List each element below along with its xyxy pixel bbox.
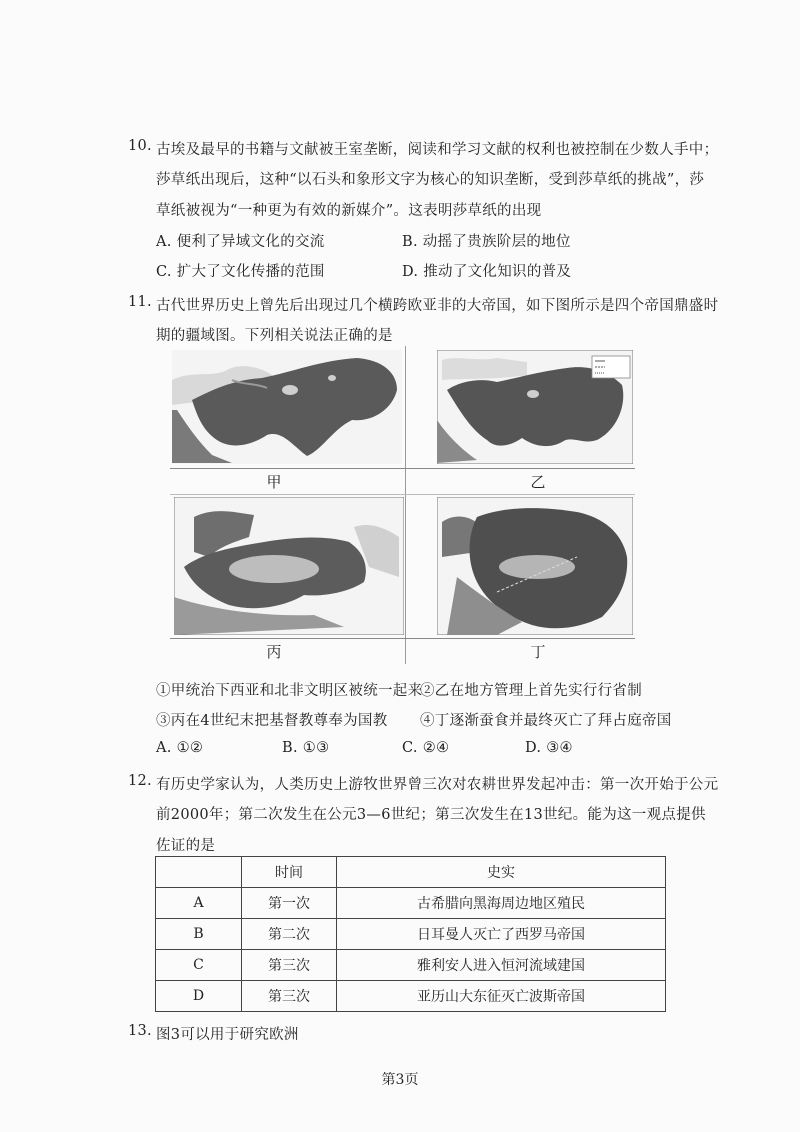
- q13-number: 13.: [128, 1023, 152, 1039]
- q12-line-1: 有历史学家认为，人类历史上游牧世界曾三次对农耕世界发起冲击：第一次开始于公元: [156, 777, 719, 793]
- table-cell-time: 第三次: [242, 950, 337, 981]
- q11-line-2: 期的疆域图。下列相关说法正确的是: [156, 328, 393, 344]
- table-header-blank: [156, 857, 242, 888]
- map-jia: [172, 350, 402, 464]
- map-grid-divider-top: [170, 468, 635, 469]
- map-label-yi: 乙: [530, 473, 546, 491]
- map-label-bing: 丙: [266, 643, 282, 661]
- table-cell-time: 第三次: [242, 981, 337, 1012]
- q10-option-a: A. 便利了异域文化的交流: [156, 234, 325, 250]
- q12-table: [155, 856, 666, 1012]
- q12-number: 12.: [128, 773, 152, 789]
- q11-option-d: D. ③④: [525, 740, 573, 756]
- q10-line-1: 古埃及最早的书籍与文献被王室垄断，阅读和学习文献的权利也被控制在少数人手中；: [156, 142, 719, 158]
- table-cell-option: A: [156, 888, 242, 919]
- table-cell-option: C: [156, 950, 242, 981]
- table-cell-fact: 日耳曼人灭亡了西罗马帝国: [337, 919, 666, 950]
- map-grid-divider-middle: [170, 494, 635, 495]
- table-cell-option: B: [156, 919, 242, 950]
- q10-line-2: 莎草纸出现后，这种“以石头和象形文字为核心的知识垄断，受到莎草纸的挑战”，莎: [156, 172, 705, 188]
- table-row: [156, 981, 666, 1012]
- q11-statement-3: ③丙在4世纪末把基督教尊奉为国教: [156, 713, 388, 729]
- q10-option-d: D. 推动了文化知识的普及: [402, 264, 572, 280]
- map-grid-divider-vertical: [405, 346, 406, 664]
- table-header-time: 时间: [242, 857, 337, 888]
- table-cell-fact: 古希腊向黑海周边地区殖民: [337, 888, 666, 919]
- map-label-jia: 甲: [266, 473, 282, 491]
- table-cell-time: 第一次: [242, 888, 337, 919]
- table-row: [156, 919, 666, 950]
- table-header-fact: 史实: [337, 857, 666, 888]
- table-cell-time: 第二次: [242, 919, 337, 950]
- table-cell-fact: 雅利安人进入恒河流域建国: [337, 950, 666, 981]
- q13-text: 图3可以用于研究欧洲: [156, 1027, 299, 1043]
- table-cell-option: D: [156, 981, 242, 1012]
- map-yi: [437, 350, 633, 464]
- q11-statement-4: ④丁逐渐蚕食并最终灭亡了拜占庭帝国: [420, 713, 672, 729]
- q11-statement-1: ①甲统治下西亚和北非文明区被统一起来: [156, 683, 423, 699]
- q10-option-b: B. 动摇了贵族阶层的地位: [402, 234, 571, 250]
- map-ding: [437, 497, 633, 635]
- q12-line-2: 前2000年；第二次发生在公元3—6世纪；第三次发生在13世纪。能为这一观点提供: [156, 807, 706, 823]
- q11-option-b: B. ①③: [282, 740, 330, 756]
- q11-option-a: A. ①②: [156, 740, 204, 756]
- q11-number: 11.: [128, 294, 152, 310]
- q10-option-c: C. 扩大了文化传播的范围: [156, 264, 325, 280]
- map-bing: [174, 497, 404, 635]
- table-row: [156, 950, 666, 981]
- q11-line-1: 古代世界历史上曾先后出现过几个横跨欧亚非的大帝国，如下图所示是四个帝国鼎盛时: [156, 298, 719, 314]
- table-row: [156, 888, 666, 919]
- q10-line-3: 草纸被视为“一种更为有效的新媒介”。这表明莎草纸的出现: [156, 203, 542, 219]
- page-number: 第3页: [381, 1072, 419, 1088]
- map-label-ding: 丁: [530, 643, 546, 661]
- table-cell-fact: 亚历山大东征灭亡波斯帝国: [337, 981, 666, 1012]
- q10-number: 10.: [128, 138, 152, 154]
- q11-option-c: C. ②④: [402, 740, 450, 756]
- q11-statement-2: ②乙在地方管理上首先实行行省制: [420, 683, 642, 699]
- map-grid-divider-bottom: [170, 638, 635, 639]
- q12-line-3: 佐证的是: [156, 838, 216, 854]
- table-header-row: [156, 857, 666, 888]
